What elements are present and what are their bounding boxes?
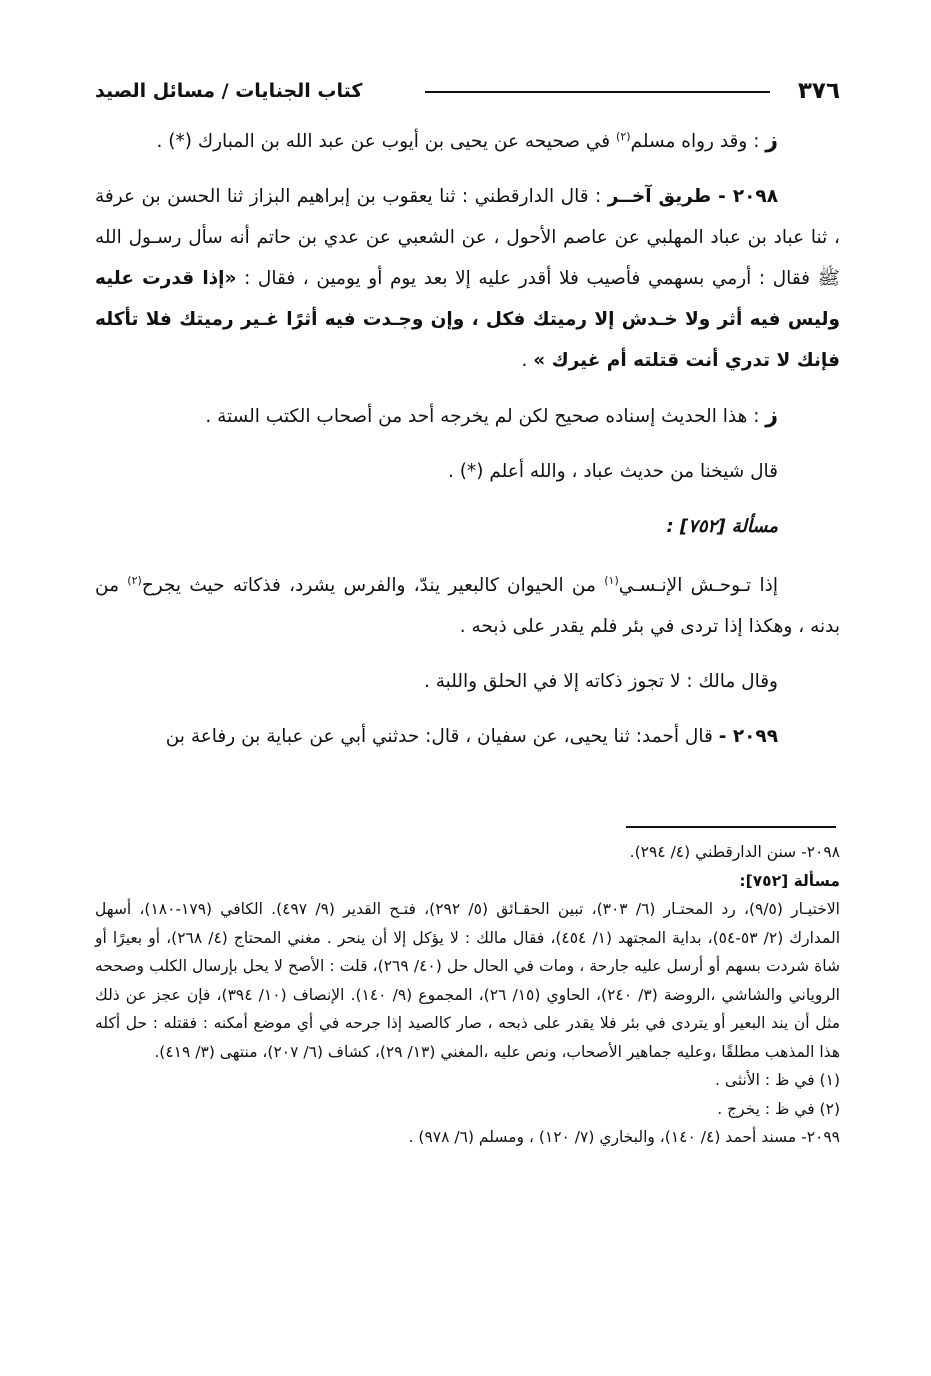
paragraph-text: وقال مالك : لا تجوز ذكاته إلا في الحلق واللبة . xyxy=(424,671,778,692)
paragraph-text: : قال الدارقطني : ثنا يعقوب بن إبراهيم البزاز ثنا الحسن بن عرفة ، ثنا عباد بن عباد المهلبي عن عاصم الأحول ، عن الشعبي عن عدي بن حاتم أنه سأل رسـول الله ﷺ فقال : أرمي بسهمي فأصيب فلا أقدر عليه إلا بعد يوم أو يومين ، فقال : xyxy=(95,186,840,289)
footnote-separator xyxy=(626,826,836,828)
hadith-number: ٢٠٩٩ - xyxy=(718,726,778,747)
paragraph-text: من بدنه ، وهكذا إذا تردى في بئر فلم يقدر على ذبحه . xyxy=(95,575,840,637)
footnote-2098: ٢٠٩٨- سنن الدارقطني (٤/ ٢٩٤). xyxy=(629,843,840,861)
issue-title: مسألة [٧٥٢] : xyxy=(666,516,778,537)
paragraph-isnad-note xyxy=(95,395,840,437)
footnote-issue-title: مسألة [٧٥٢]: xyxy=(739,871,840,890)
page-header xyxy=(95,74,840,108)
footnote-issue-sources: الاختيـار (٩/٥)، رد المحتـار (٦/ ٣٠٣)، تبين الحقـائق (٥/ ٢٩٢)، فتـح القدير (٩/ ٤٩٧). الكافي (١٧٩-١٨٠)، أسهل المدارك (٢/ ٥٣-٥٤)، بداية المجتهد (١/ ٤٥٤)، فقال مالك : لا يؤكل إلا أن ينحر . مغني المحتاج (٤/ ٢٦٨)، أو بعيرًا أو شاة شردت بسهم أو أرسل عليه جارحة ، ومات في الحال حل (٤٠/ ٢٦٩)، قلت : الأصح لا يحل بإرسال الكلب وصححه الروياني والشاشي ،الروضة (٣/ ٢٤٠)، الحاوي (١٥/ ٢٦)، المجموع (٩/ ١٤٠). الإنصاف (١٠/ ٣٩٤)، فإن عجز عن ذلك مثل أن يند البعير أو يتردى في بئر فلا يقدر على ذبحه ، صار كالصيد إذا جرحه في أي موضع أمكنه : فقتله : حل أكله هذا المذهب مطلقًا ،وعليه جماهير الأصحاب، ونص عليه ،المغني (١٣/ ٢٩)، كشاف (٦/ ٢٠٧)، منتهى (٣/ ٤١٩). xyxy=(95,900,840,1061)
paragraph-malik xyxy=(95,661,840,702)
issue-text xyxy=(95,565,840,647)
header-rule xyxy=(425,91,770,93)
footnote-ref: (١) xyxy=(604,573,619,587)
footnote-2099: ٢٠٩٩- مسند أحمد (٤/ ١٤٠)، والبخاري (٧/ ١٢٠) ، ومسلم (٦/ ٩٧٨) . xyxy=(408,1128,840,1146)
running-title: كتاب الجنايات / مسائل الصيد xyxy=(95,80,363,102)
footnotes xyxy=(95,838,840,1152)
footnote-1: (١) في ظ : الأنثى . xyxy=(715,1071,840,1089)
paragraph-text: في صحيحه عن يحيى بن أيوب عن عبد الله بن المبارك (*) . xyxy=(156,131,617,152)
paragraph-shaykh-note xyxy=(95,451,840,492)
paragraph-text: إذا تـوحـش الإنـسـي xyxy=(618,575,779,596)
hadith-quote: «إذا قدرت عليه وليس فيه أثر ولا خـدش إلا رميتك فكل ، وإن وجـدت فيه أثرًا غـير رميتك فلا تأكله فإنك لا تدري أنت قتلته أم غيرك » xyxy=(95,268,840,371)
paragraph-text: : هذا الحديث إسناده صحيح لكن لم يخرجه أحد من أصحاب الكتب الستة . xyxy=(205,406,766,427)
hadith-2098 xyxy=(95,176,840,381)
paragraph-text: قال أحمد: ثنا يحيى، عن سفيان ، قال: حدثني أبي عن عباية بن رفاعة بن xyxy=(165,726,719,747)
editor-marker: ز xyxy=(765,403,778,428)
main-text xyxy=(95,120,840,757)
hadith-2099 xyxy=(95,716,840,757)
hadith-number: ٢٠٩٨ - طريق آخــر xyxy=(607,186,778,207)
paragraph-text: : وقد رواه مسلم xyxy=(630,131,766,152)
footnote-2: (٢) في ظ : يخرج . xyxy=(717,1099,840,1118)
paragraph-text: من الحيوان كالبعير يندّ، والفرس يشرد، فذكاته حيث يجرح xyxy=(141,575,605,596)
footnote-ref: (٢) xyxy=(616,129,631,143)
paragraph-text: . xyxy=(521,350,534,371)
paragraph-text: قال شيخنا من حديث عباد ، والله أعلم (*) . xyxy=(448,461,778,482)
page-number: ٣٧٦ xyxy=(797,78,840,104)
footnote-ref: (٢) xyxy=(127,573,142,587)
editor-marker: ز xyxy=(765,128,778,153)
paragraph-muslim-note xyxy=(95,120,840,162)
